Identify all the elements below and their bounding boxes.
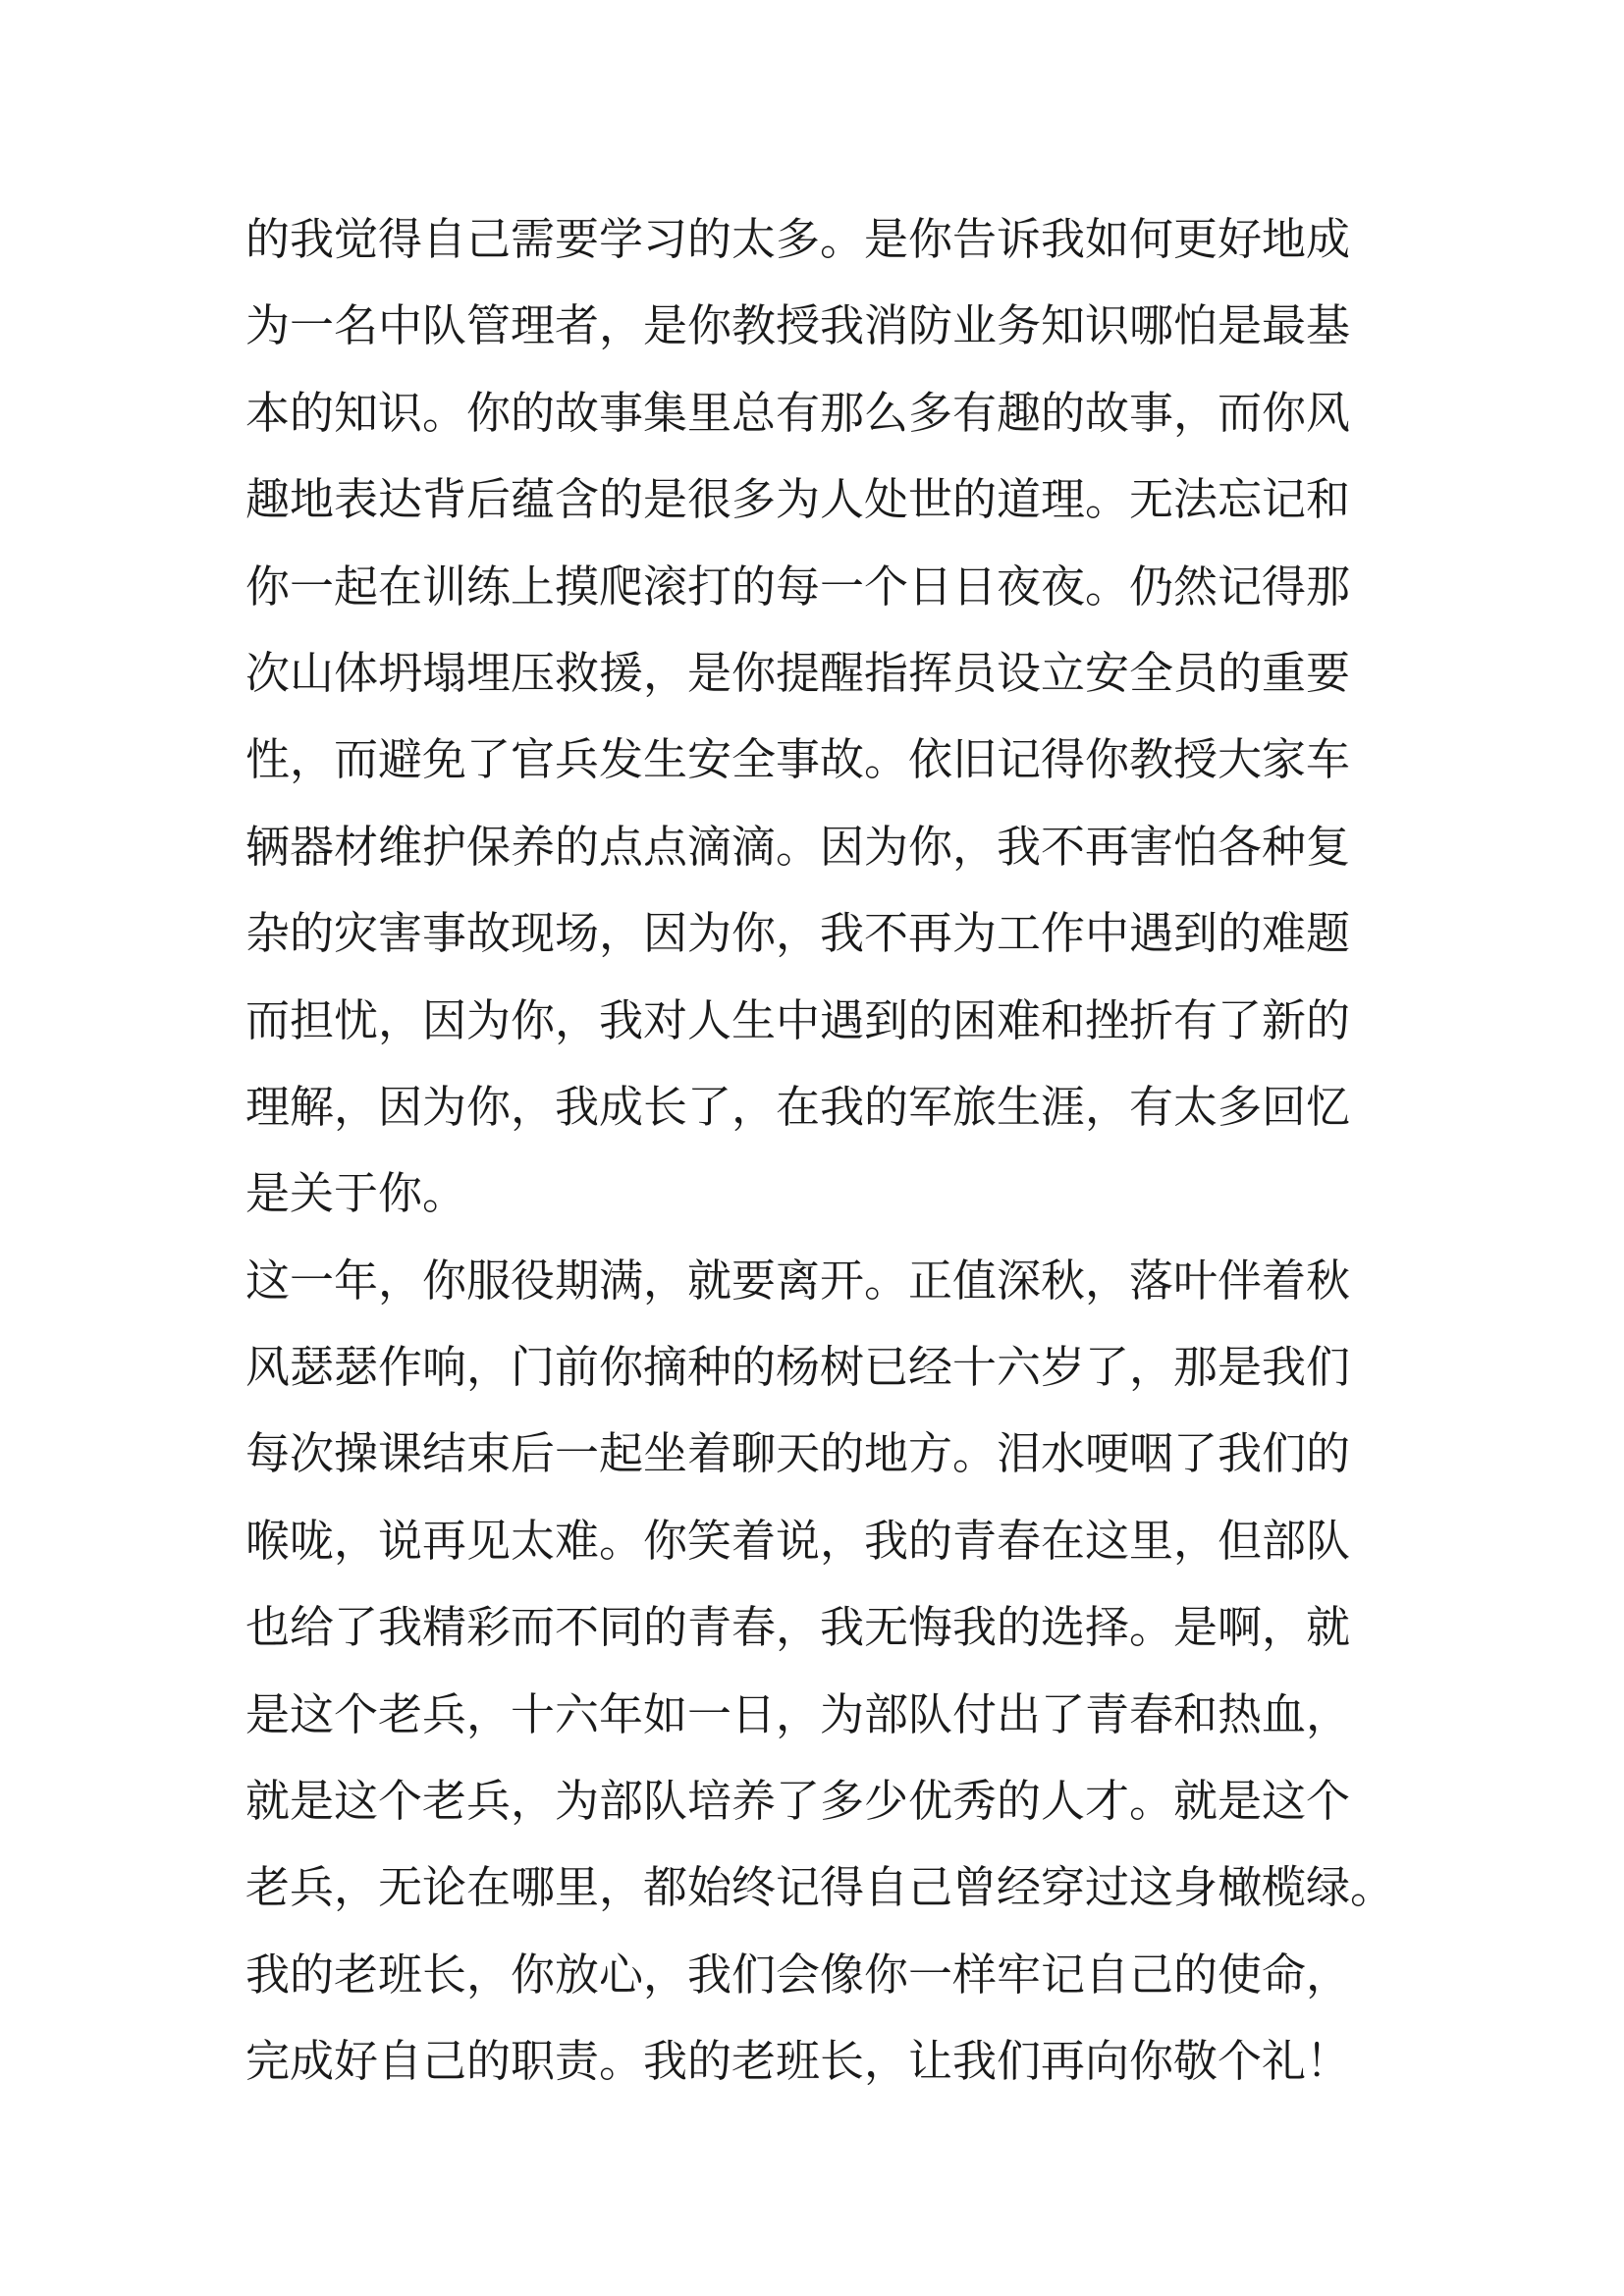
text-line: 本的知识。你的故事集里总有那么多有趣的故事，而你风 <box>245 386 1351 439</box>
text-line: 次山体坍塌埋压救援，是你提醒指挥员设立安全员的重要 <box>245 646 1351 699</box>
text-line: 辆器材维护保养的点点滴滴。因为你，我不再害怕各种复 <box>245 820 1351 873</box>
text-line: 你一起在训练上摸爬滚打的每一个日日夜夜。仍然记得那 <box>245 560 1351 613</box>
text-line: 喉咙，说再见太难。你笑着说，我的青春在这里，但部队 <box>245 1514 1351 1567</box>
text-line: 这一年，你服役期满，就要离开。正值深秋，落叶伴着秋 <box>245 1254 1351 1307</box>
text-line: 风瑟瑟作响，门前你摘种的杨树已经十六岁了，那是我们 <box>245 1341 1351 1394</box>
text-line: 性，而避免了官兵发生安全事故。依旧记得你教授大家车 <box>245 733 1351 786</box>
text-line: 老兵，无论在哪里，都始终记得自己曾经穿过这身橄榄绿。 <box>245 1861 1395 1914</box>
text-line: 为一名中队管理者，是你教授我消防业务知识哪怕是最基 <box>245 299 1351 352</box>
body-text <box>245 196 1395 2106</box>
text-line: 的我觉得自己需要学习的太多。是你告诉我如何更好地成 <box>245 213 1351 265</box>
text-line: 是这个老兵，十六年如一日，为部队付出了青春和热血， <box>245 1687 1351 1740</box>
text-line: 而担忧，因为你，我对人生中遇到的困难和挫折有了新的 <box>245 993 1351 1046</box>
text-line: 理解，因为你，我成长了，在我的军旅生涯，有太多回忆 <box>245 1080 1351 1133</box>
text-line: 也给了我精彩而不同的青春，我无悔我的选择。是啊，就 <box>245 1601 1351 1654</box>
text-line: 完成好自己的职责。我的老班长，让我们再向你敬个礼！ <box>245 2035 1351 2088</box>
text-line: 杂的灾害事故现场，因为你，我不再为工作中遇到的难题 <box>245 907 1351 960</box>
text-line: 就是这个老兵，为部队培养了多少优秀的人才。就是这个 <box>245 1775 1351 1828</box>
text-line: 每次操课结束后一起坐着聊天的地方。泪水哽咽了我们的 <box>245 1427 1351 1480</box>
text-line: 是关于你。 <box>245 1167 467 1220</box>
text-line: 趣地表达背后蕴含的是很多为人处世的道理。无法忘记和 <box>245 473 1351 526</box>
text-line: 我的老班长，你放心，我们会像你一样牢记自己的使命， <box>245 1948 1351 2001</box>
